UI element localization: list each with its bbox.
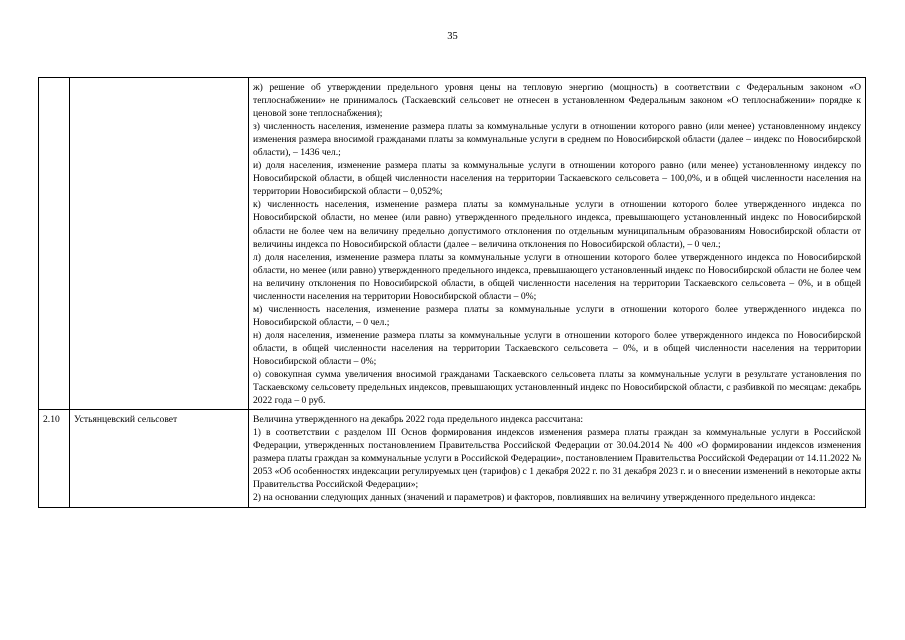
paragraph-i: и) доля населения, изменение размера платы за коммунальные услуги в отношении которого равно (или менее) установленному индексу по Новосибирской области, в общей численности населения на территории Таскаевского сельсовета – 100,0%, и в общей численности населения на территории Новосибирской области – 0,052%;	[253, 160, 861, 198]
municipality-name-cell	[70, 78, 249, 410]
paragraph-zh: ж) решение об утверждении предельного уровня цены на тепловую энергию (мощность) в соответствии с Федеральным законом «О теплоснабжении» не принималось (Таскаевский сельсовет не отнесен в установленном Федеральным законом «О теплоснабжении» порядке к ценовой зоне теплоснабжения);	[253, 82, 861, 120]
description-cell	[249, 78, 866, 410]
paragraph-1: 1) в соответствии с разделом III Основ формирования индексов изменения размера платы граждан за коммунальные услуги в Российской Федерации, утвержденных постановлением Правительства Российской Федерации от 30.04.2014 № 400 «О формировании индексов изменения размера платы граждан за коммунальные услуги в Российской Федерации», постановлением Правительства Российской Федерации от 14.11.2022 № 2053 «Об особенностях индексации регулируемых цен (тарифов) с 1 декабря 2022 г. по 31 декабря 2023 г. и о внесении изменений в некоторые акты Правительства Российской Федерации»;	[253, 427, 861, 491]
paragraph-o: о) совокупная сумма увеличения вносимой гражданами Таскаевского сельсовета платы за коммунальные услуги в результате установления по Таскаевскому сельсовету предельных индексов, превышающих установленный индекс по Новосибирской области, с разбивкой по месяцам: декабрь 2022 года – 0 руб.	[253, 369, 861, 407]
paragraph-l: л) доля населения, изменение размера платы за коммунальные услуги в отношении которого более утвержденного индекса по Новосибирской области, но менее (или равно) утвержденного предельного индекса, превышающего установленный индекс по Новосибирской области не более чем на величину отклонения по Новосибирской области, в общей численности населения на территории Таскаевского сельсовета – 0%, и в общей численности населения на территории Новосибирской области – 0%;	[253, 251, 861, 302]
paragraph-intro: Величина утвержденного на декабрь 2022 года предельного индекса рассчитана:	[253, 414, 584, 426]
paragraph-k: к) численность населения, изменение размера платы за коммунальные услуги в отношении которого более утвержденного индекса по Новосибирской области, но менее (или равно) утвержденного предельного индекса, превышающего установленный индекс по Новосибирской области не более чем на величину предельно допустимого отклонения по отдельным муниципальным образованиям Новосибирской области от величины индекса по Новосибирской области (далее – величина отклонения по Новосибирской области), – 0 чел.;	[253, 199, 861, 250]
paragraph-n: н) доля населения, изменение размера платы за коммунальные услуги в отношении которого более утвержденного индекса по Новосибирской области, в общей численности населения на территории Таскаевского сельсовета – 0%, и в общей численности населения на территории Новосибирской области – 0%;	[253, 329, 861, 367]
paragraph-m: м) численность населения, изменение размера платы за коммунальные услуги в отношении которого более утвержденного индекса по Новосибирской области, – 0 чел.;	[253, 303, 861, 328]
document-table	[38, 77, 866, 508]
paragraph-z: з) численность населения, изменение размера платы за коммунальные услуги в отношении которого равно (или менее) установленному индексу изменения размера вносимой гражданами платы за коммунальные услуги в среднем по Новосибирской области (далее – индекс по Новосибирской области), – 1436 чел.;	[253, 121, 861, 159]
table-row	[39, 410, 866, 507]
table-row	[39, 78, 866, 410]
municipality-name-cell: Устьянцевский сельсовет	[70, 410, 249, 507]
paragraph-2: 2) на основании следующих данных (значений и параметров) и факторов, повлиявших на величину утвержденного предельного индекса:	[253, 492, 816, 504]
description-cell	[249, 410, 866, 507]
page-number: 35	[447, 31, 458, 42]
row-number-cell	[39, 78, 70, 410]
row-number-cell: 2.10	[39, 410, 70, 507]
